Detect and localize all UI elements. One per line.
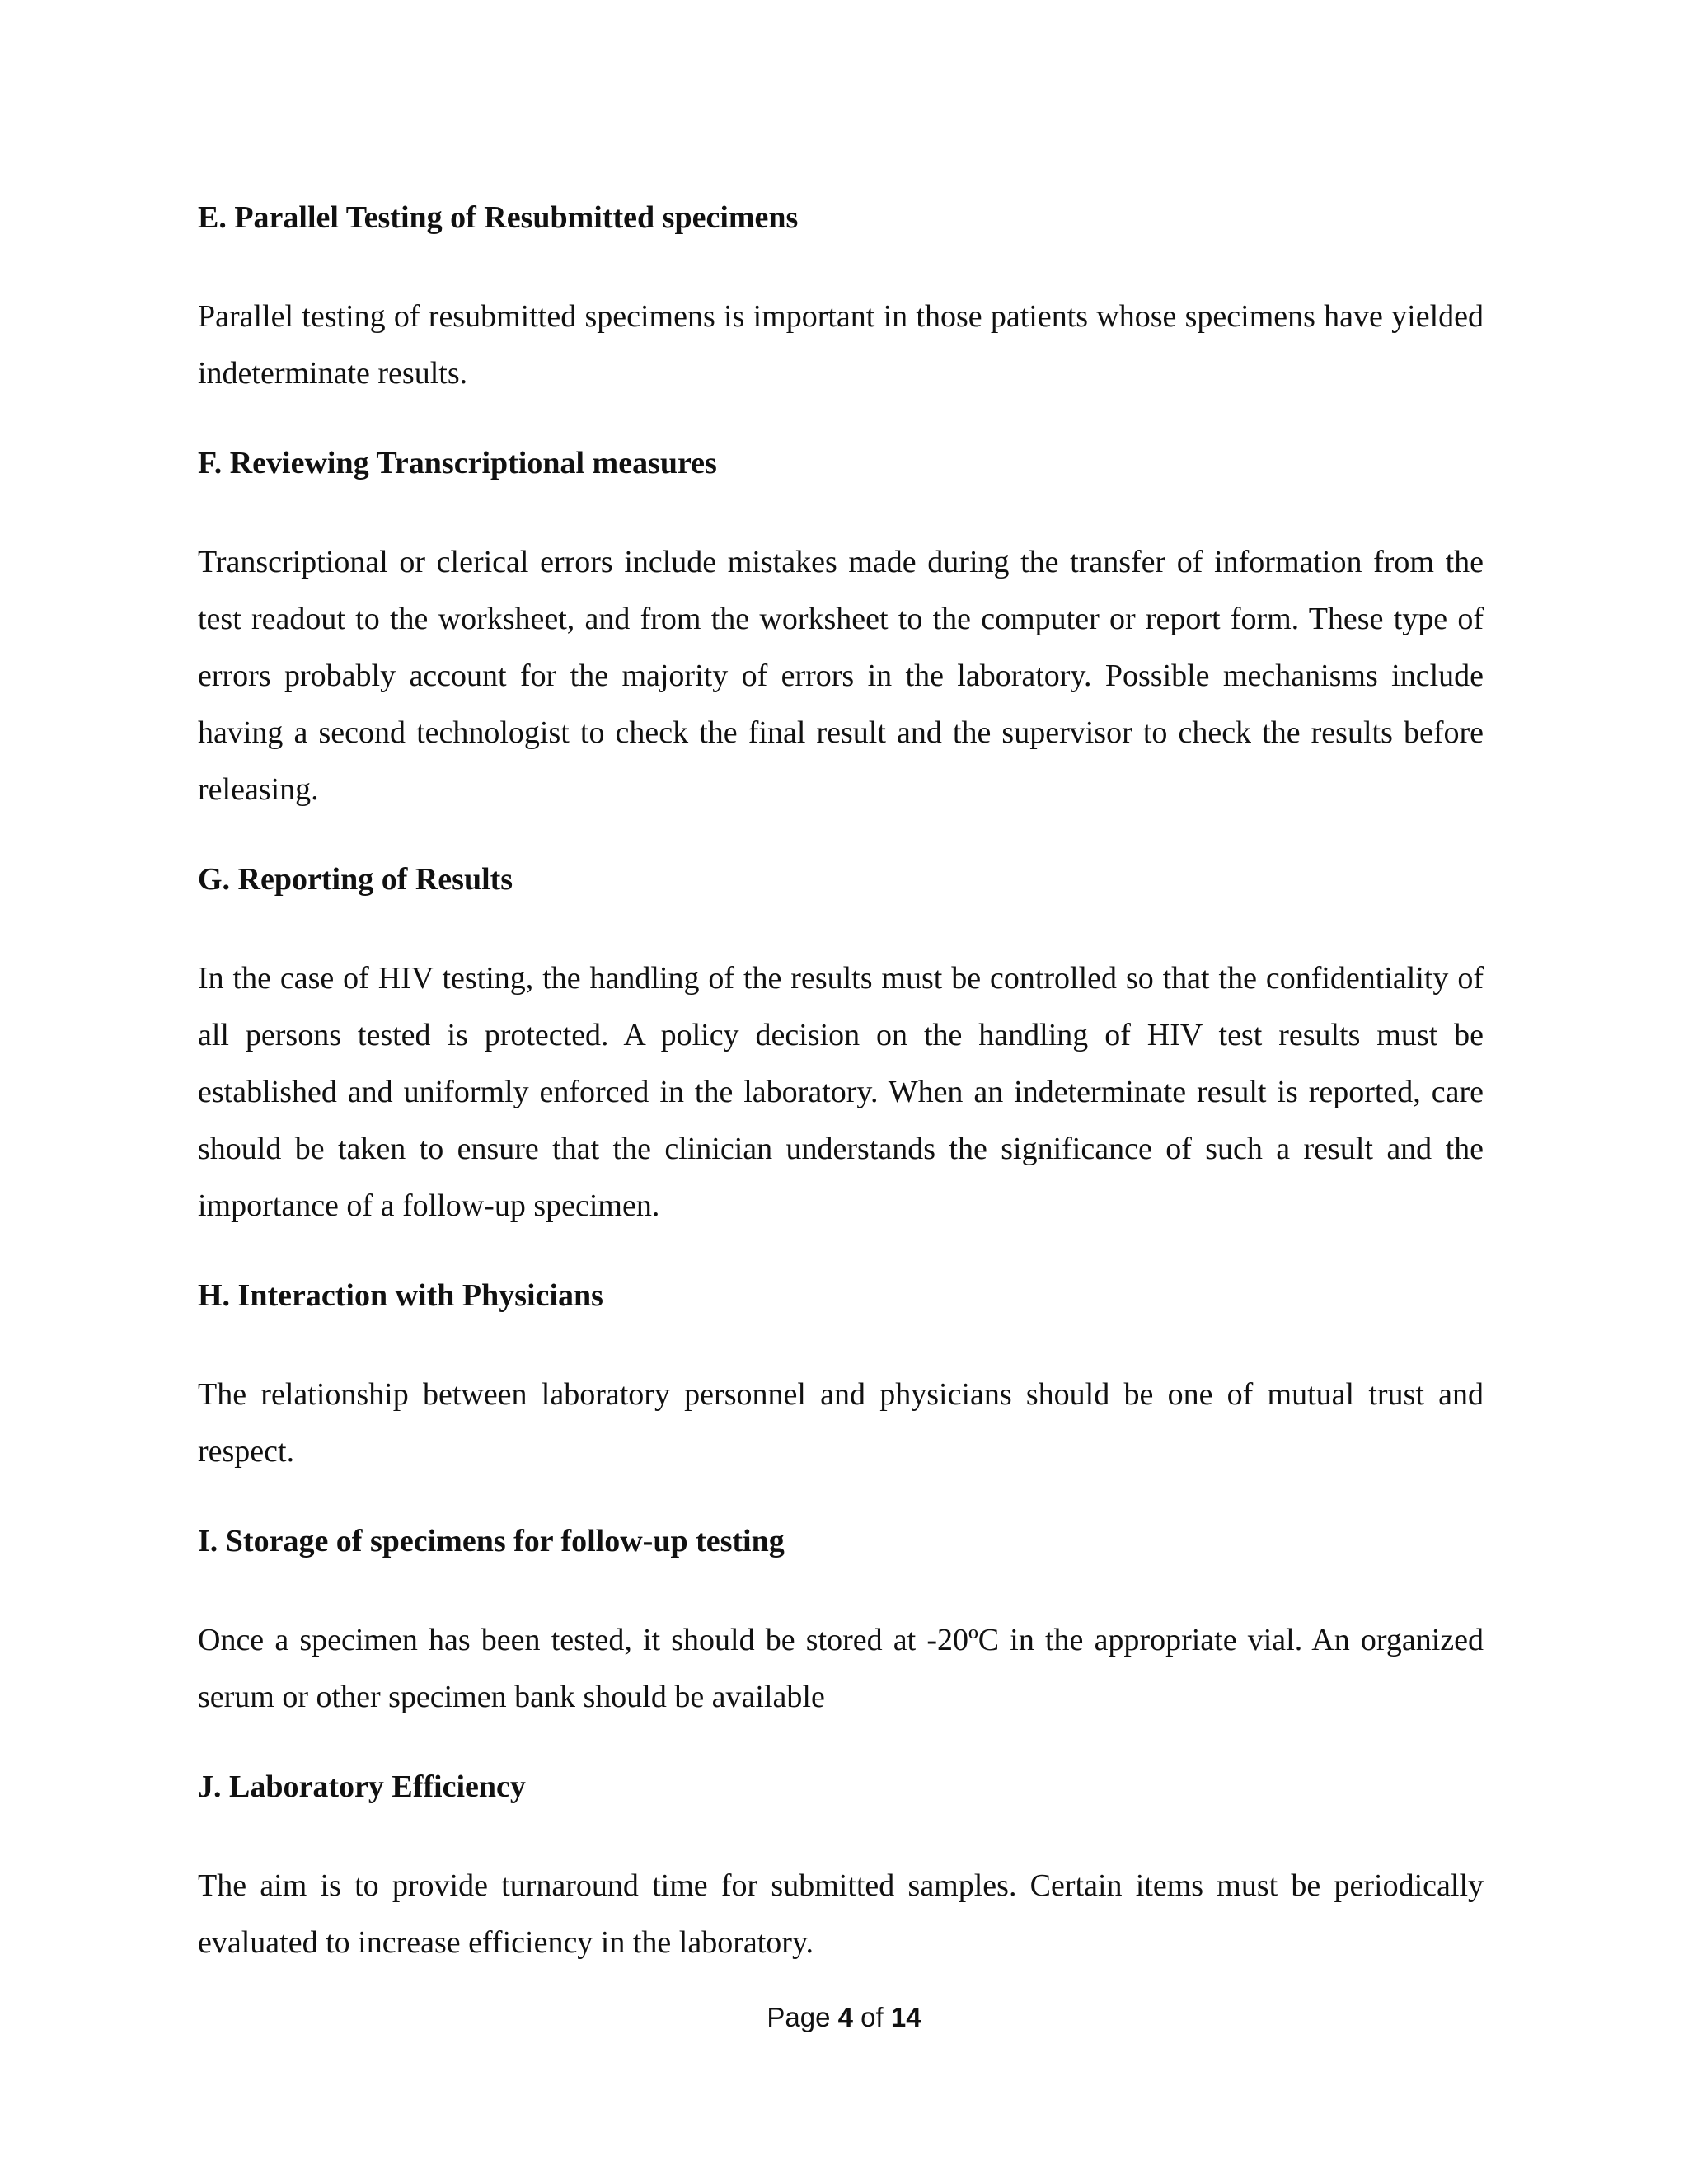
- section-heading: G. Reporting of Results: [198, 862, 513, 897]
- section-j: [198, 1764, 1484, 1971]
- page-label: Page: [767, 2002, 831, 2032]
- section-body: The relationship between laboratory personnel and physicians should be one of mutual trust and respect.: [198, 1377, 1484, 1469]
- section-body: Parallel testing of resubmitted specimens is important in those patients whose specimens have yielded indeterminate results.: [198, 299, 1484, 391]
- section-body: Transcriptional or clerical errors include mistakes made during the transfer of information from the test readout to the worksheet, and from the worksheet to the computer or report form. These type of errors probably account for the majority of errors in the laboratory. Possible mechanisms include having a second technologist to check the final result and the supervisor to check the results before releasing.: [198, 545, 1484, 807]
- section-body: The aim is to provide turnaround time for submitted samples. Certain items must be periodically evaluated to increase efficiency in the laboratory.: [198, 1868, 1484, 1960]
- section-body: In the case of HIV testing, the handling of the results must be controlled so that the confidentiality of all persons tested is protected. A policy decision on the handling of HIV test results must be established and uniformly enforced in the laboratory. When an indeterminate result is reported, care should be taken to ensure that the clinician understands the significance of such a result and the importance of a follow-up specimen.: [198, 961, 1484, 1223]
- section-heading: H. Interaction with Physicians: [198, 1278, 603, 1313]
- section-heading: J. Laboratory Efficiency: [198, 1769, 526, 1804]
- total-page-number: 14: [890, 2002, 921, 2032]
- section-heading: F. Reviewing Transcriptional measures: [198, 446, 717, 480]
- section-heading: E. Parallel Testing of Resubmitted specimens: [198, 200, 799, 235]
- section-g: [198, 856, 1484, 1235]
- page-number-footer: [0, 1999, 1688, 2036]
- current-page-number: 4: [837, 2002, 853, 2032]
- section-h: [198, 1272, 1484, 1480]
- section-body: Once a specimen has been tested, it should be stored at -20ºC in the appropriate vial. An organized serum or other specimen bank should be available: [198, 1623, 1484, 1714]
- section-f: [198, 440, 1484, 818]
- section-heading: I. Storage of specimens for follow-up testing: [198, 1524, 785, 1558]
- page-content: [198, 194, 1484, 2009]
- page-of-label: of: [860, 2002, 884, 2032]
- section-e: [198, 194, 1484, 402]
- section-i: [198, 1518, 1484, 1726]
